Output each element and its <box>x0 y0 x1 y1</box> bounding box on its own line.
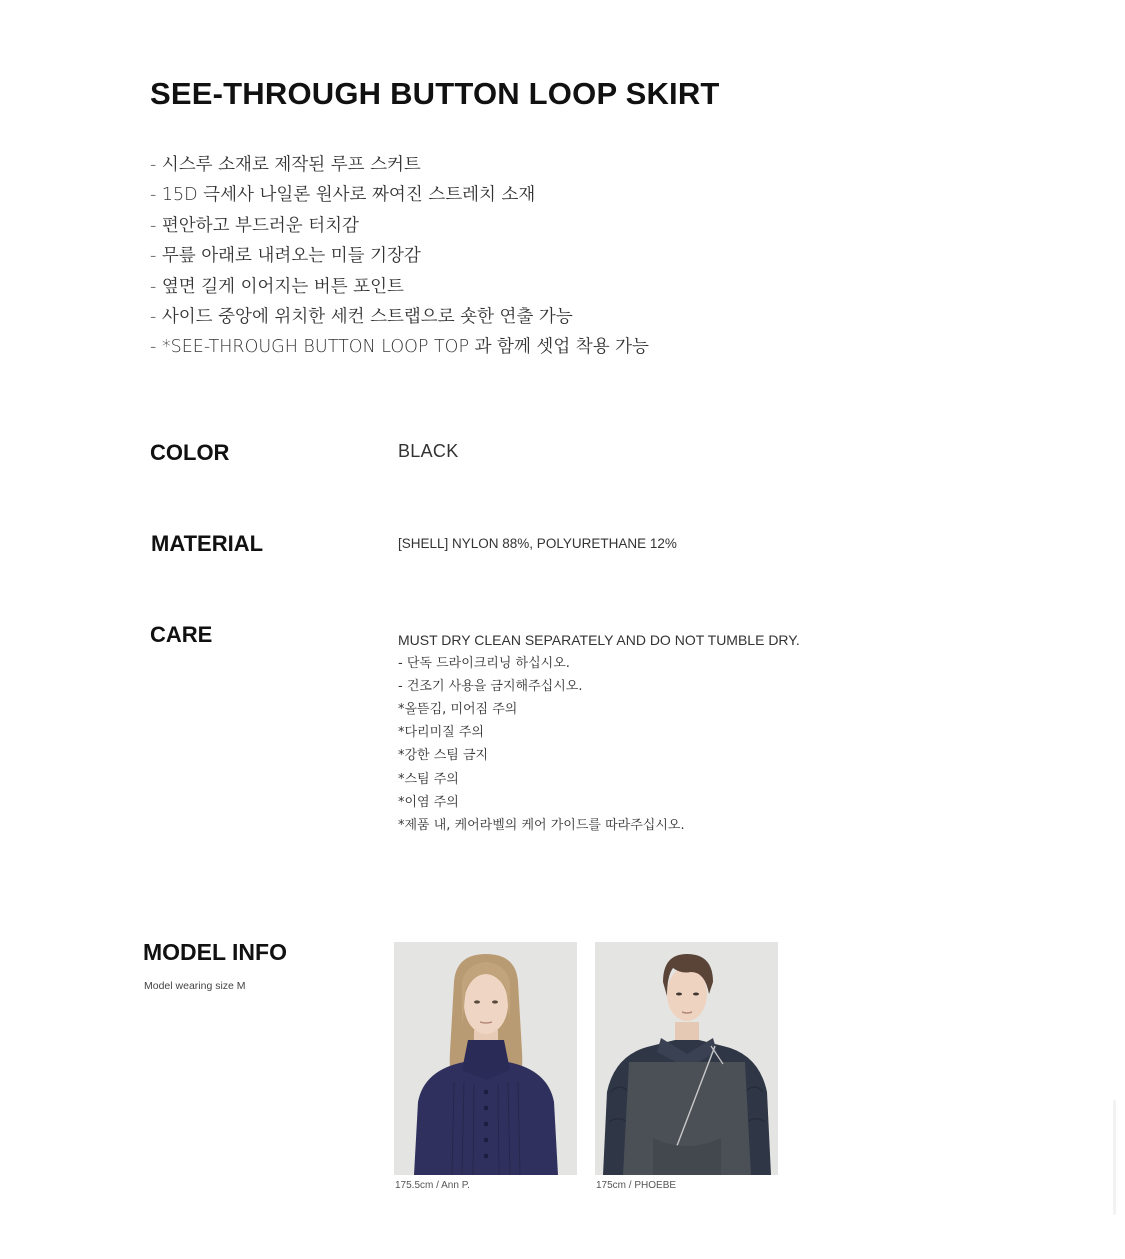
model-photo-ann <box>394 942 577 1175</box>
model-caption: 175cm / PHOEBE <box>596 1180 677 1191</box>
model-caption: 175.5cm / Ann P. <box>395 1180 470 1191</box>
feature-item: - 15D 극세사 나일론 원사로 짜여진 스트레치 소재 <box>150 185 536 206</box>
model-info-label: MODEL INFO <box>143 939 287 965</box>
care-line: *이염 주의 <box>398 794 459 810</box>
care-line: *스팀 주의 <box>398 771 459 787</box>
care-line: - 건조기 사용을 금지해주십시오. <box>398 679 583 695</box>
color-value: BLACK <box>398 441 459 461</box>
care-instructions <box>398 629 800 837</box>
material-value: [SHELL] NYLON 88%, POLYURETHANE 12% <box>398 536 677 551</box>
scrollbar[interactable] <box>1113 1100 1116 1215</box>
material-label: MATERIAL <box>151 531 264 556</box>
color-label: COLOR <box>150 440 230 465</box>
feature-item: - 옆면 길게 이어지는 버튼 포인트 <box>150 276 404 297</box>
care-line: *올뜯김, 미어짐 주의 <box>398 702 518 718</box>
care-line: *강한 스팀 금지 <box>398 748 489 764</box>
feature-item: - 시스루 소재로 제작된 루프 스커트 <box>150 155 421 175</box>
care-label: CARE <box>150 622 213 647</box>
care-line: *제품 내, 케어라벨의 케어 가이드를 따라주십시오. <box>398 817 685 833</box>
care-line: - 단독 드라이크리닝 하십시오. <box>398 656 570 672</box>
feature-item: - 편안하고 부드러운 터치감 <box>150 215 359 236</box>
model-size-note: Model wearing size M <box>144 980 246 992</box>
product-title: SEE-THROUGH BUTTON LOOP SKIRT <box>150 76 720 111</box>
care-line: *다리미질 주의 <box>398 725 484 741</box>
feature-list <box>150 150 649 363</box>
feature-item: - 사이드 중앙에 위치한 세컨 스트랩으로 숏한 연출 가능 <box>150 306 573 327</box>
feature-item: - *SEE-THROUGH BUTTON LOOP TOP 과 함께 셋업 착용 가능 <box>150 337 649 358</box>
feature-item: - 무릎 아래로 내려오는 미들 기장감 <box>150 246 421 267</box>
care-line: MUST DRY CLEAN SEPARATELY AND DO NOT TUMBLE DRY. <box>398 632 800 648</box>
model-photo-phoebe <box>595 942 778 1175</box>
